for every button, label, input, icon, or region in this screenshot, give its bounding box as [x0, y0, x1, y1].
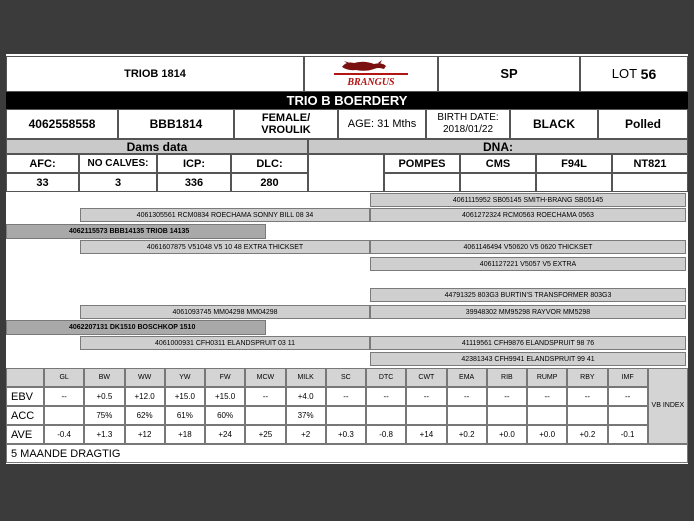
ebv-column-header: RIB [487, 368, 527, 387]
ebv-cell: -- [245, 387, 285, 406]
ebv-cell [44, 406, 84, 425]
ebv-cell: -0.4 [44, 425, 84, 444]
ebv-cell: 75% [84, 406, 124, 425]
ebv-cell: -- [44, 387, 84, 406]
dna-title: DNA: [308, 139, 688, 154]
ebv-cell: +18 [165, 425, 205, 444]
lot-number: 56 [640, 66, 657, 82]
ebv-cell: +15.0 [205, 387, 245, 406]
sex: FEMALE/ VROULIK [234, 109, 338, 139]
ebv-row-label: AVE [6, 425, 44, 444]
note: 5 MAANDE DRAGTIG [6, 444, 688, 463]
dam-sire-dam: 39948302 MM95298 RAYVOR MM5298 [370, 305, 686, 319]
ebv-cell [608, 406, 648, 425]
ebv-cell: +0.2 [447, 425, 487, 444]
sire-sire-sire: 4061115952 SB05145 SMITH-BRANG SB05145 [370, 193, 686, 207]
ebv-column-header: RBY [567, 368, 607, 387]
ebv-cell: +0.3 [326, 425, 366, 444]
ebv-cell: -- [527, 387, 567, 406]
ebv-row-label: ACC [6, 406, 44, 425]
ebv-table [6, 368, 688, 444]
ebv-cell: -- [608, 387, 648, 406]
ebv-column-header: CWT [406, 368, 446, 387]
dna-test-3: F94L [536, 154, 612, 173]
dna-test-2: CMS [460, 154, 536, 173]
ebv-column-header: FW [205, 368, 245, 387]
afc-value: 33 [6, 173, 79, 192]
ebv-cell [447, 406, 487, 425]
dna-test-4: NT821 [612, 154, 688, 173]
ebv-column-header: WW [125, 368, 165, 387]
brangus-logo [328, 59, 414, 89]
calves-value: 3 [79, 173, 157, 192]
lot-sheet [6, 54, 688, 464]
ebv-column-header: MCW [245, 368, 285, 387]
sire-dam-sire: 4061146494 V50620 V5 0620 THICKSET [370, 240, 686, 254]
ebv-cell: +4.0 [286, 387, 326, 406]
ebv-cell: 61% [165, 406, 205, 425]
reg-number: 4062558558 [6, 109, 118, 139]
ebv-column-header: VB INDEX [648, 368, 688, 444]
animal-id: TRIOB 1814 [6, 56, 304, 92]
dam-sire-sire: 44791325 803G3 BURTIN'S TRANSFORMER 803G3 [370, 288, 686, 302]
sire-sire: 4061305561 RCM0834 ROECHAMA SONNY BILL 08 34 [80, 208, 370, 222]
ebv-cell [527, 406, 567, 425]
ebv-cell: +0.2 [567, 425, 607, 444]
breeder-name: TRIO B BOERDERY [6, 92, 688, 109]
dam-dam: 4061000931 CFH0311 ELANDSPRUIT 03 11 [80, 336, 370, 350]
ebv-column-header: RUMP [527, 368, 567, 387]
ebv-cell: -- [447, 387, 487, 406]
afc-label: AFC: [6, 154, 79, 173]
ebv-cell [326, 406, 366, 425]
ebv-cell: -- [406, 387, 446, 406]
ebv-row-label: EBV [6, 387, 44, 406]
ebv-cell: 62% [125, 406, 165, 425]
ebv-header-corner [6, 368, 44, 387]
dna-result-2 [460, 173, 536, 192]
ebv-cell: +25 [245, 425, 285, 444]
ebv-cell: +2 [286, 425, 326, 444]
sire-dam-dam: 4061127221 V5057 V5 EXTRA [370, 257, 686, 271]
ebv-cell: +0.0 [487, 425, 527, 444]
ebv-column-header: DTC [366, 368, 406, 387]
dna-result-1 [384, 173, 460, 192]
brand-text: BRANGUS [347, 77, 395, 88]
ebv-cell: +12.0 [125, 387, 165, 406]
ebv-cell: +12 [125, 425, 165, 444]
tag-number: BBB1814 [118, 109, 234, 139]
age: AGE: 31 Mths [338, 109, 426, 139]
dams-data-title: Dams data [6, 139, 308, 154]
ebv-column-header: BW [84, 368, 124, 387]
ebv-cell: +14 [406, 425, 446, 444]
dam-dam-sire: 41119561 CFH9876 ELANDSPRUIT 98 76 [370, 336, 686, 350]
ebv-column-header: EMA [447, 368, 487, 387]
icp-value: 336 [157, 173, 231, 192]
sire-dam: 4061607875 V51048 V5 10 48 EXTRA THICKSET [80, 240, 370, 254]
ebv-cell: +0.0 [527, 425, 567, 444]
ebv-cell [366, 406, 406, 425]
dam-dam-dam: 42381343 CFH9941 ELANDSPRUIT 99 41 [370, 352, 686, 366]
dam-sire: 4061093745 MM04298 MM04298 [80, 305, 370, 319]
dna-test-1: POMPES [384, 154, 460, 173]
icp-label: ICP: [157, 154, 231, 173]
ebv-cell: +1.3 [84, 425, 124, 444]
sire-sire-dam: 4061272324 RCM0563 ROECHAMA 0563 [370, 208, 686, 222]
ebv-cell: -- [567, 387, 607, 406]
code: SP [438, 56, 580, 92]
ebv-cell: -0.8 [366, 425, 406, 444]
ebv-cell: 37% [286, 406, 326, 425]
birth-date: BIRTH DATE: 2018/01/22 [426, 109, 510, 139]
ebv-cell [567, 406, 607, 425]
ebv-cell: +15.0 [165, 387, 205, 406]
ebv-cell: -- [366, 387, 406, 406]
sire: 4062115573 BBB14135 TRIOB 14135 [6, 224, 266, 239]
dna-blank [308, 154, 384, 192]
horn-status: Polled [598, 109, 688, 139]
ebv-cell: +24 [205, 425, 245, 444]
ebv-column-header: YW [165, 368, 205, 387]
dna-result-3 [536, 173, 612, 192]
dlc-value: 280 [231, 173, 308, 192]
ebv-column-header: GL [44, 368, 84, 387]
lot-label: LOT [611, 66, 638, 81]
ebv-cell [487, 406, 527, 425]
ebv-cell [245, 406, 285, 425]
ebv-column-header: IMF [608, 368, 648, 387]
ebv-column-header: MILK [286, 368, 326, 387]
ebv-cell: 60% [205, 406, 245, 425]
ebv-cell: -- [487, 387, 527, 406]
ebv-cell [406, 406, 446, 425]
ebv-column-header: SC [326, 368, 366, 387]
ebv-cell: +0.5 [84, 387, 124, 406]
ebv-cell: -- [326, 387, 366, 406]
dna-result-4 [612, 173, 688, 192]
colour: BLACK [510, 109, 598, 139]
dlc-label: DLC: [231, 154, 308, 173]
lot [580, 56, 688, 92]
dam: 4062207131 DK1510 BOSCHKOP 1510 [6, 320, 266, 335]
calves-label: NO CALVES: [79, 154, 157, 173]
ebv-cell: -0.1 [608, 425, 648, 444]
